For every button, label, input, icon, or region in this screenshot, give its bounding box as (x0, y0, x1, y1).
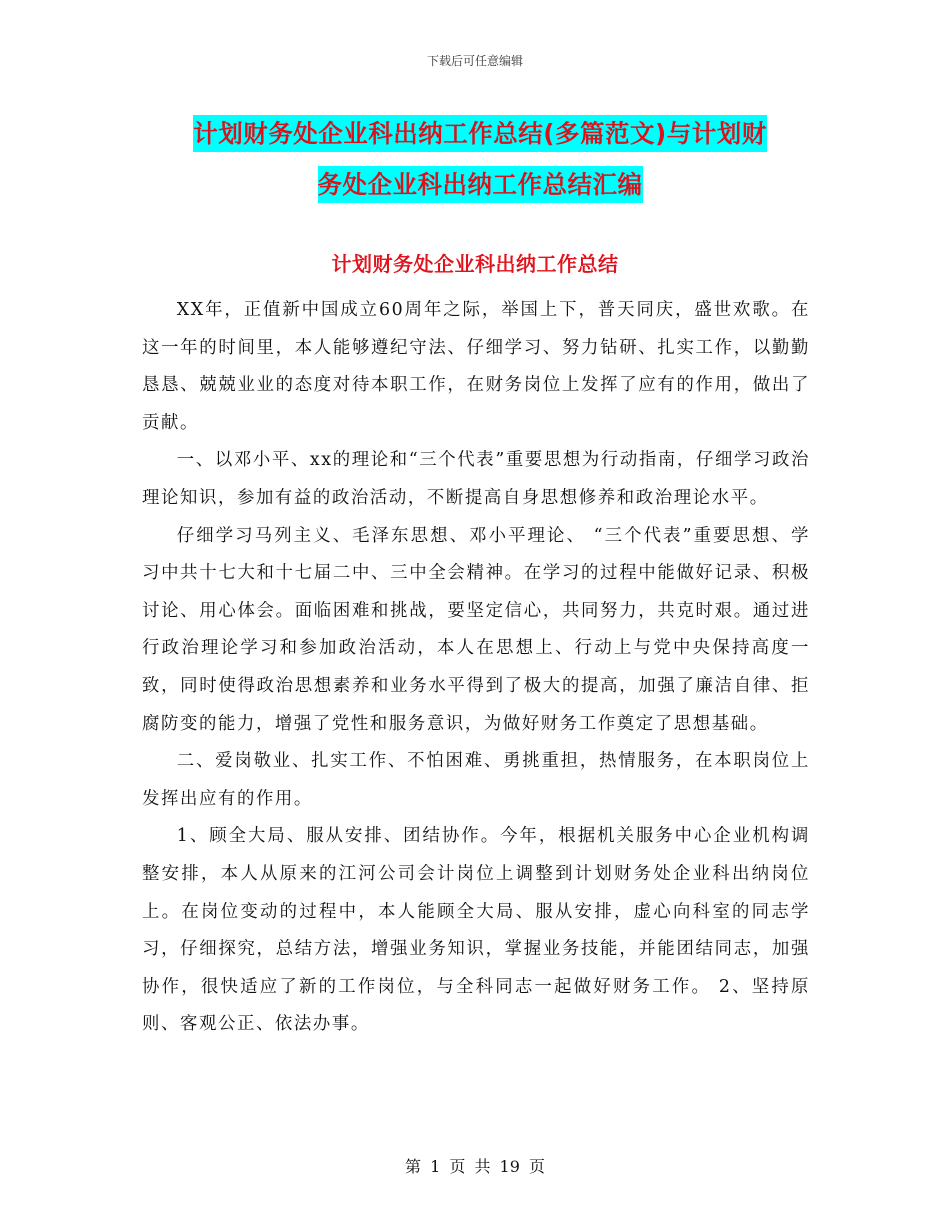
header-note: 下载后可任意编辑 (426, 54, 523, 68)
title-line-1: 计划财务处企业科出纳工作总结(多篇范文)与计划财 (193, 115, 766, 152)
paragraph: 1、顾全大局、服从安排、团结协作。今年，根据机关服务中心企业机构调整安排，本人从原来的江河公司会计岗位上调整到计划财务处企业科出纳岗位上。在岗位变动的过程中，本人能顾全大局、服从安排，虚心向科室的同志学习，仔细探究，总结方法，增强业务知识，掌握业务技能，并能团结同志，加强协作，很快适应了新的工作岗位，与全科同志一起做好财务工作。 2、坚持原则、客观公正、依法办事。 (142, 826, 810, 1035)
document-title (140, 108, 820, 210)
title-line-2: 务处企业科出纳工作总结汇编 (318, 166, 643, 203)
paragraph: 二、爱岗敬业、扎实工作、不怕困难、勇挑重担，热情服务，在本职岗位上发挥出应有的作用。 (142, 751, 810, 809)
paragraph: 仔细学习马列主义、毛泽东思想、邓小平理论、 “三个代表”重要思想、学习中共十七大和十七届二中、三中全会精神。在学习的过程中能做好记录、积极讨论、用心体会。面临困难和挑战，要坚定信心，共同努力，共克时艰。通过进行政治理论学习和参加政治活动，本人在思想上、行动上与党中央保持高度一致，同时使得政治思想素养和业务水平得到了极大的提高，加强了廉洁自律、拒腐防变的能力，增强了党性和服务意识，为做好财务工作奠定了思想基础。 (142, 525, 810, 734)
section-title: 计划财务处企业科出纳工作总结 (331, 252, 619, 276)
paragraph: XX年，正值新中国成立60周年之际，举国上下，普天同庆，盛世欢歌。在这一年的时间里，本人能够遵纪守法、仔细学习、努力钻研、扎实工作，以勤勤恳恳、兢兢业业的态度对待本职工作，在财务岗位上发挥了应有的作用，做出了贡献。 (142, 300, 810, 433)
paragraph: 一、以邓小平、xx的理论和“三个代表”重要思想为行动指南，仔细学习政治理论知识，参加有益的政治活动，不断提高自身思想修养和政治理论水平。 (142, 450, 810, 508)
document-body (142, 292, 810, 1044)
page-footer: 第 1 页 共 19 页 (405, 1157, 545, 1176)
